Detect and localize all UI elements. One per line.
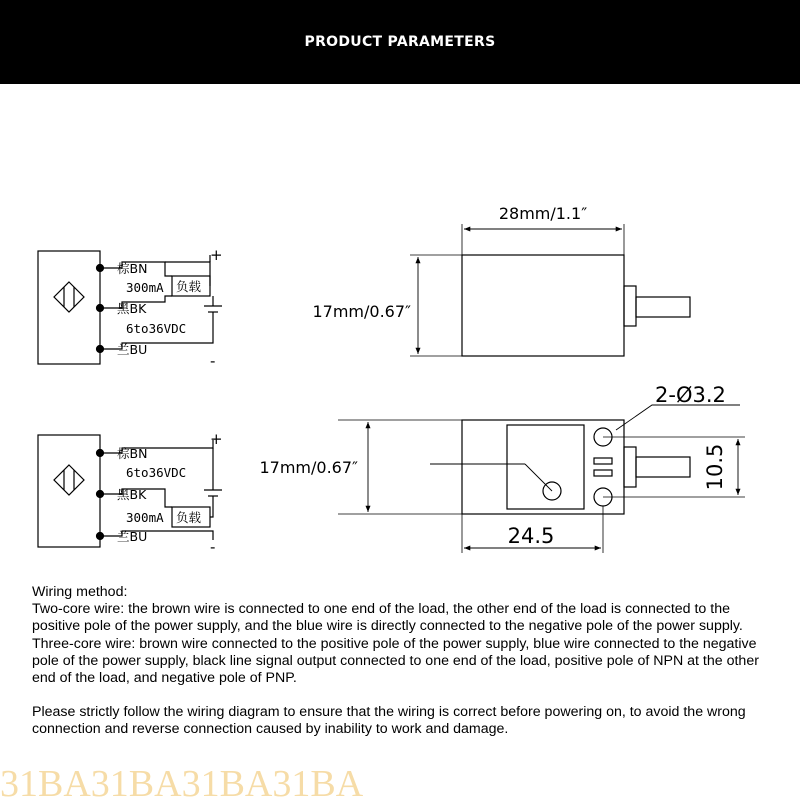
voltage-label: 6to36VDC (126, 465, 187, 480)
cable-gland (624, 286, 636, 326)
brown-wire-label: 棕BN (117, 446, 148, 461)
sensor-symbol-icon (54, 282, 84, 312)
spacing-label: 10.5 (703, 443, 727, 491)
blue-wire-label: 兰BU (117, 342, 148, 357)
page-title: PRODUCT PARAMETERS (304, 34, 496, 50)
load-label: 负载 (176, 510, 202, 525)
sensor-body-icon (38, 435, 100, 547)
brown-wire-label: 棕BN (117, 261, 148, 276)
sensor-body-icon (38, 251, 100, 364)
current-label: 300mA (126, 510, 164, 525)
side-height-label: 17mm/0.67″ (312, 302, 411, 321)
plus-sign: + (210, 430, 223, 448)
hole-label: 2-Ø3.2 (655, 383, 726, 407)
sensor-housing (462, 255, 624, 356)
led-indicator-1 (594, 458, 612, 464)
warning-text: Please strictly follow the wiring diagram to ensure that the wiring is correct before powering on, to avoid the wrong connection and reverse connection caused by inability to work and damage. (32, 704, 746, 738)
top-height-label: 17mm/0.67″ (259, 458, 358, 477)
black-wire-label: 黑BK (117, 487, 147, 502)
description-heading: Wiring method: (32, 584, 128, 600)
sensor-symbol-icon (54, 465, 84, 495)
blue-wire-label: 兰BU (117, 529, 148, 544)
side-width-label: 28mm/1.1″ (498, 204, 588, 223)
wiring-description (32, 584, 772, 739)
three-core-description: Three-core wire: brown wire connected to the positive pole of the power supply, blue wire connected to the negative pole of the power supply, black line signal output connected to one end of the load, positive pole of NPN at the other end of the load, and negative pole of PNP. (32, 635, 759, 687)
voltage-label: 6to36VDC (126, 321, 187, 336)
cable (636, 457, 690, 477)
black-wire-label: 黑BK (117, 301, 147, 316)
led-indicator-2 (594, 470, 612, 476)
minus-sign: - (210, 538, 216, 556)
cable-gland (624, 447, 636, 487)
plus-sign: + (210, 246, 223, 264)
side-view-drawing (410, 224, 690, 356)
watermark: 31BA31BA31BA31BA (0, 763, 364, 805)
sensor-housing (462, 420, 624, 514)
minus-sign: - (210, 352, 216, 370)
cable (636, 297, 690, 317)
three-core-labels (117, 430, 223, 556)
two-core-labels (117, 246, 223, 370)
load-label: 负载 (176, 279, 202, 294)
two-core-description: Two-core wire: the brown wire is connected to one end of the load, the other end of the load is connected to the positive pole of the power supply, and the blue wire is directly connected to the negative pole of the power supply. (32, 601, 743, 635)
current-label: 300mA (126, 280, 164, 295)
length-label: 24.5 (507, 524, 555, 548)
